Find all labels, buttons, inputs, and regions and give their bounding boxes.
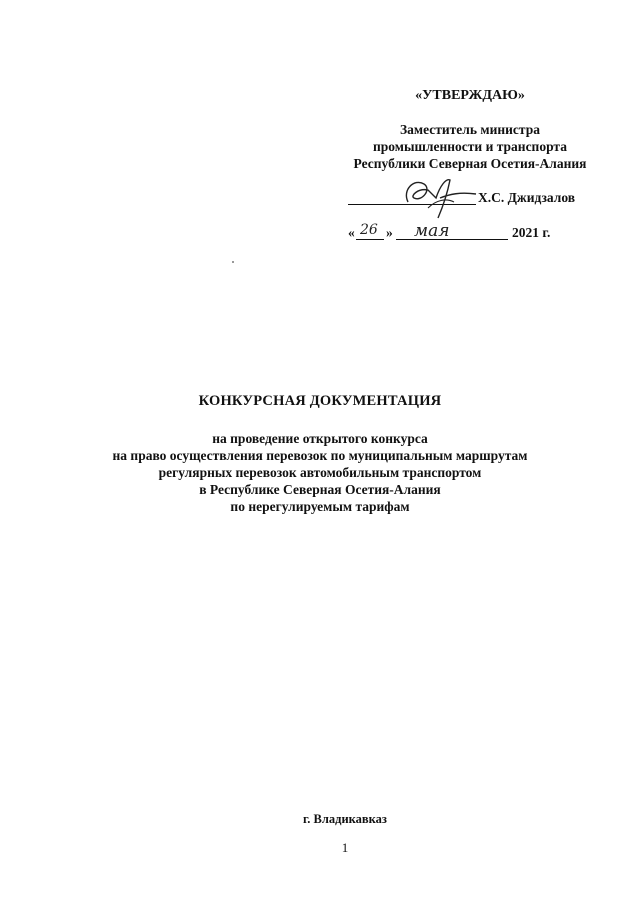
- signer-name: Х.С. Джидзалов: [478, 190, 576, 205]
- date-day-handwritten: 26: [360, 222, 378, 238]
- subtitle-line-4: в Республике Северная Осетия-Алания: [199, 482, 441, 497]
- subtitle-line-5: по нерегулируемым тарифам: [230, 499, 410, 514]
- city-label: г. Владикавказ: [303, 812, 387, 826]
- approval-position-line-3: Республики Северная Осетия-Алания: [353, 156, 587, 171]
- scan-speck: [232, 261, 234, 263]
- subtitle-line-2: на право осуществления перевозок по муниципальным маршрутам: [112, 448, 528, 463]
- approval-position-line-1: Заместитель министра: [400, 122, 540, 137]
- date-month-line: [396, 239, 508, 240]
- approval-position-line-2: промышленности и транспорта: [373, 139, 567, 154]
- approval-date-row: [348, 221, 610, 245]
- date-year: 2021 г.: [512, 225, 551, 240]
- subtitle-line-1: на проведение открытого конкурса: [212, 431, 428, 446]
- subtitle-line-3: регулярных перевозок автомобильным транспортом: [158, 465, 482, 480]
- page-number: 1: [341, 840, 349, 855]
- date-day-line: [356, 239, 384, 240]
- approval-heading: «УТВЕРЖДАЮ»: [415, 88, 525, 103]
- document-title: КОНКУРСНАЯ ДОКУМЕНТАЦИЯ: [198, 393, 442, 409]
- handwritten-signature: [388, 168, 488, 224]
- date-open-quote: «: [348, 225, 355, 240]
- date-close-quote: »: [386, 225, 393, 240]
- date-month-handwritten: мая: [414, 221, 450, 241]
- signature-row: [348, 190, 610, 210]
